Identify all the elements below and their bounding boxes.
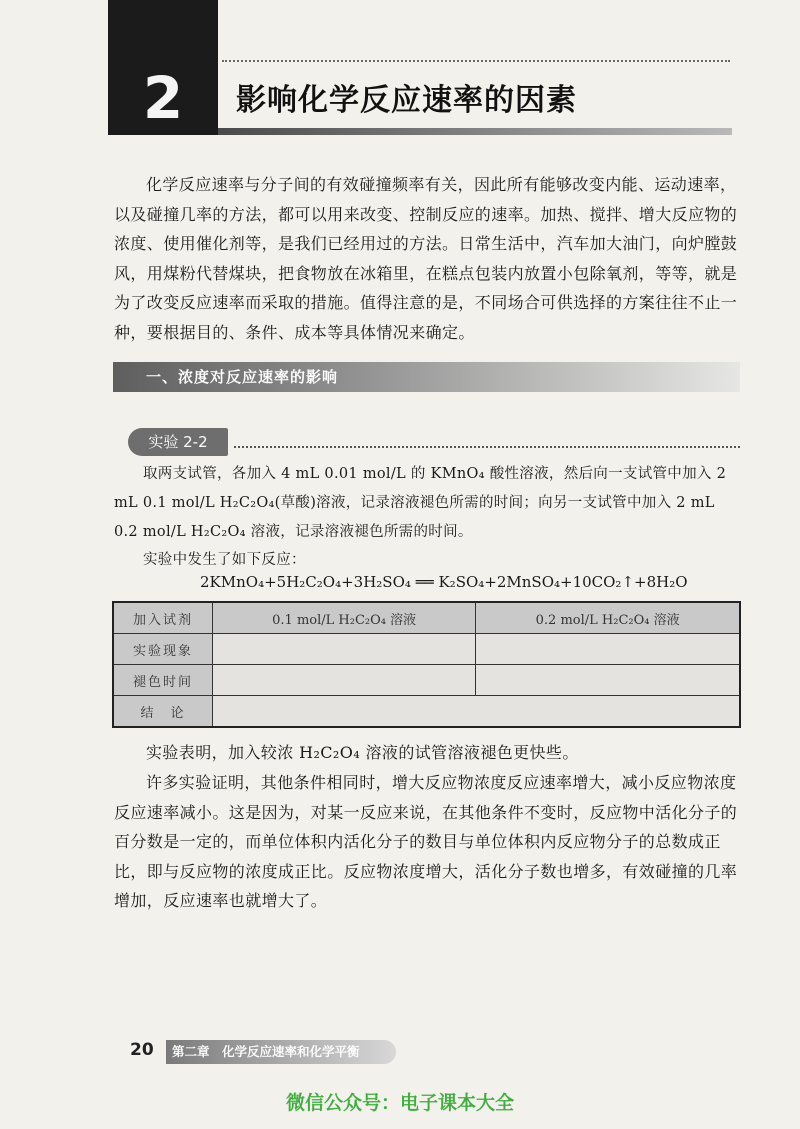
table-header-label: 加入试剂	[113, 602, 213, 634]
table-row-label: 褪色时间	[113, 665, 213, 696]
header-band	[218, 128, 732, 135]
intro-paragraph: 化学反应速率与分子间的有效碰撞频率有关，因此所有能够改变内能、运动速率，以及碰撞几率的方法，都可以用来改变、控制反应的速率。加热、搅拌、增大反应物的浓度、使用催化剂等，是我们已经用过的方法。日常生活中，汽车加大油门，向炉膛鼓风，用煤粉代替煤块，把食物放在冰箱里，在糕点包装内放置小包除氧剂，等等，就是为了改变反应速率而采取的措施。值得注意的是，不同场合可供选择的方案往往不止一种，要根据目的、条件、成本等具体情况来确定。	[114, 175, 738, 342]
table-header-col1: 0.1 mol/L H₂C₂O₄ 溶液	[213, 602, 476, 634]
explanation-paragraph: 许多实验证明，其他条件相同时，增大反应物浓度反应速率增大，减小反应物浓度反应速率减小。这是因为，对某一反应来说，在其他条件不变时，反应物中活化分子的百分数是一定的，而单位体积内活化分子的数目与单位体积内反应物分子的总数成正比，即与反应物的浓度成正比。反应物浓度增大，活化分子数也增多，有效碰撞的几率增加，反应速率也就增大了。	[114, 773, 738, 910]
table-row	[113, 696, 740, 728]
table-row	[113, 665, 740, 696]
experiment-table	[112, 601, 741, 728]
experiment-label: 实验 2-2	[148, 433, 208, 451]
experiment-description: 取两支试管，各加入 4 mL 0.01 mol/L 的 KMnO₄ 酸性溶液，然后向一支试管中加入 2 mL 0.1 mol/L H₂C₂O₄(草酸)溶液，记录溶液褪色所需的时间；向另一支试管中加入 2 mL 0.2 mol/L H₂C₂O₄ 溶液，记录溶液褪色所需的时间。	[114, 466, 727, 540]
reaction-equation: 2KMnO₄+5H₂C₂O₄+3H₂SO₄ ══ K₂SO₄+2MnSO₄+10CO₂↑+8H₂O	[200, 573, 688, 591]
watermark: 微信公众号：电子课本大全	[285, 1092, 514, 1114]
experiment-note: 实验中发生了如下反应：	[143, 552, 306, 568]
table-cell	[476, 634, 740, 665]
table-cell	[213, 696, 741, 728]
chapter-title: 影响化学反应速率的因素	[236, 83, 577, 118]
table-row-label: 实验现象	[113, 634, 213, 665]
page-number: 20	[130, 1040, 154, 1060]
result-paragraph: 实验表明，加入较浓 H₂C₂O₄ 溶液的试管溶液褪色更快些。	[146, 743, 579, 762]
table-header-col2: 0.2 mol/L H₂C₂O₄ 溶液	[476, 602, 740, 634]
header-dotted-line	[222, 60, 730, 62]
section-heading: 一、浓度对反应速率的影响	[146, 368, 339, 386]
table-cell	[476, 665, 740, 696]
table-row-label: 结 论	[113, 696, 213, 728]
table-cell	[213, 634, 476, 665]
table-row	[113, 602, 740, 634]
chapter-number: 2	[142, 64, 184, 132]
table-cell	[213, 665, 476, 696]
experiment-dotted-line	[234, 446, 740, 448]
footer-chapter-label: 第二章 化学反应速率和化学平衡	[172, 1044, 360, 1059]
table-row	[113, 634, 740, 665]
